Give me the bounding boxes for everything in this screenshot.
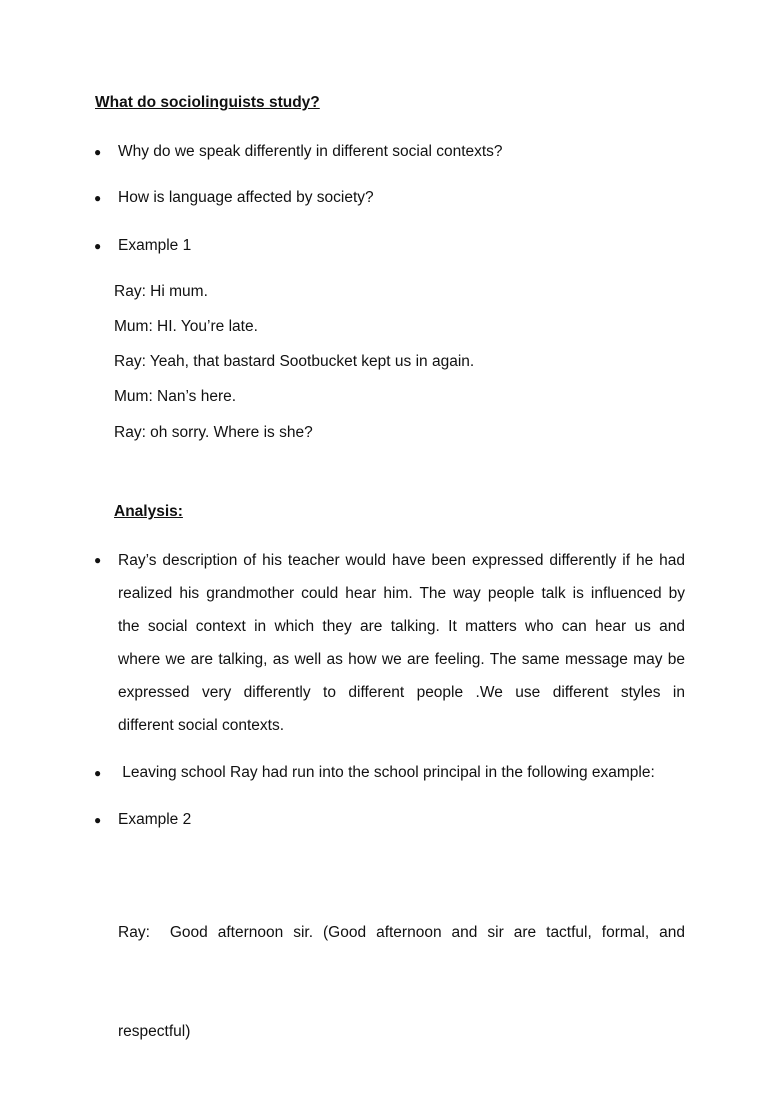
bullet-icon: ● <box>94 191 102 205</box>
dialogue-line: Ray: Hi mum. <box>114 283 208 300</box>
bullet-icon: ● <box>94 766 102 780</box>
bullet-icon: ● <box>94 239 102 253</box>
analysis-paragraph <box>118 544 685 742</box>
paragraph-line: the social context in which they are talking. It matters who can hear us and <box>118 618 685 635</box>
paragraph-line: respectful) <box>118 1023 191 1040</box>
analysis-heading: Analysis: <box>114 503 183 520</box>
paragraph-line: where we are talking, as well as how we are feeling. The same message may be <box>118 651 685 668</box>
bullet-question-1: Why do we speak differently in different social contexts? <box>118 143 503 160</box>
dialogue-line: Mum: Nan’s here. <box>114 388 237 405</box>
paragraph-line: realized his grandmother could hear him. The way people talk is influenced by <box>118 585 685 602</box>
paragraph-line: expressed very differently to different people .We use different styles in <box>118 684 685 701</box>
bullet-icon: ● <box>94 553 102 567</box>
paragraph-line: Ray’s description of his teacher would have been expressed differently if he had <box>118 552 685 569</box>
dialogue-line: Ray: oh sorry. Where is she? <box>114 424 313 441</box>
bullet-example-2: Example 2 <box>118 811 192 828</box>
paragraph-line: Ray: Good afternoon sir. (Good afternoon and sir are tactful, formal, and <box>118 924 685 941</box>
bullet-question-2: How is language affected by society? <box>118 189 374 206</box>
paragraph-line: different social contexts. <box>118 717 284 734</box>
bullet-example-1: Example 1 <box>118 237 192 254</box>
bullet-leaving-school: Leaving school Ray had run into the school principal in the following example: <box>118 764 655 781</box>
bullet-icon: ● <box>94 813 102 827</box>
dialogue-line: Ray: Yeah, that bastard Sootbucket kept us in again. <box>114 353 475 370</box>
dialogue-line: Mum: HI. You’re late. <box>114 318 258 335</box>
page-title: What do sociolinguists study? <box>95 94 320 111</box>
bullet-icon: ● <box>94 145 102 159</box>
example2-paragraph <box>118 850 685 1114</box>
